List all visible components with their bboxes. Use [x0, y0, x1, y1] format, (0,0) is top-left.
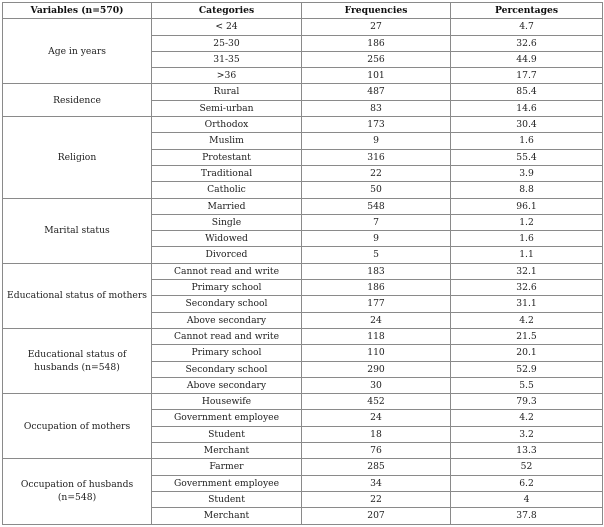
table-body	[3, 19, 603, 524]
frequency-cell: 22	[302, 491, 451, 507]
category-cell: Divorced	[152, 247, 302, 263]
variable-cell: Residence	[3, 84, 152, 117]
variable-cell: Religion	[3, 117, 152, 198]
percentage-cell: 13.3	[451, 443, 603, 459]
category-cell: Government employee	[152, 410, 302, 426]
category-cell: Catholic	[152, 182, 302, 198]
percentage-cell: 4.2	[451, 312, 603, 328]
category-cell: Above secondary	[152, 377, 302, 393]
frequency-cell: 76	[302, 443, 451, 459]
variable-cell: Occupation of mothers	[3, 394, 152, 459]
category-cell: Government employee	[152, 475, 302, 491]
frequency-cell: 18	[302, 426, 451, 442]
percentage-cell: 52.9	[451, 361, 603, 377]
variable-cell: Educational status of husbands (n=548)	[3, 328, 152, 393]
header-percentages: Percentages	[451, 3, 603, 19]
percentage-cell: 4	[451, 491, 603, 507]
frequency-cell: 83	[302, 100, 451, 116]
table-row	[3, 394, 603, 410]
percentage-cell: 96.1	[451, 198, 603, 214]
table-row	[3, 19, 603, 35]
category-cell: Single	[152, 214, 302, 230]
frequency-cell: 256	[302, 51, 451, 67]
percentage-cell: 1.6	[451, 133, 603, 149]
header-frequencies: Frequencies	[302, 3, 451, 19]
category-cell: Secondary school	[152, 361, 302, 377]
percentage-cell: 32.1	[451, 263, 603, 279]
frequency-cell: 183	[302, 263, 451, 279]
category-cell: Rural	[152, 84, 302, 100]
variable-cell: Marital status	[3, 198, 152, 263]
category-cell: 31-35	[152, 51, 302, 67]
category-cell: Merchant	[152, 508, 302, 524]
percentage-cell: 79.3	[451, 394, 603, 410]
table-row	[3, 198, 603, 214]
frequency-cell: 290	[302, 361, 451, 377]
percentage-cell: 55.4	[451, 149, 603, 165]
variable-cell: Occupation of husbands (n=548)	[3, 459, 152, 524]
category-cell: Married	[152, 198, 302, 214]
category-cell: Above secondary	[152, 312, 302, 328]
percentage-cell: 85.4	[451, 84, 603, 100]
table-row	[3, 84, 603, 100]
percentage-cell: 4.2	[451, 410, 603, 426]
frequency-cell: 452	[302, 394, 451, 410]
table-row	[3, 117, 603, 133]
percentage-cell: 1.1	[451, 247, 603, 263]
percentage-cell: 44.9	[451, 51, 603, 67]
percentage-cell: 1.2	[451, 214, 603, 230]
frequency-cell: 316	[302, 149, 451, 165]
sociodemographic-table	[2, 2, 603, 525]
frequency-cell: 9	[302, 231, 451, 247]
frequency-cell: 285	[302, 459, 451, 475]
header-variables: Variables (n=570)	[3, 3, 152, 19]
frequency-cell: 24	[302, 312, 451, 328]
percentage-cell: 3.9	[451, 165, 603, 181]
percentage-cell: 3.2	[451, 426, 603, 442]
header-categories: Categories	[152, 3, 302, 19]
category-cell: Student	[152, 426, 302, 442]
category-cell: Primary school	[152, 345, 302, 361]
frequency-cell: 34	[302, 475, 451, 491]
frequency-cell: 50	[302, 182, 451, 198]
percentage-cell: 6.2	[451, 475, 603, 491]
frequency-cell: 101	[302, 68, 451, 84]
frequency-cell: 186	[302, 280, 451, 296]
category-cell: >36	[152, 68, 302, 84]
category-cell: Orthodox	[152, 117, 302, 133]
percentage-cell: 20.1	[451, 345, 603, 361]
variable-cell: Educational status of mothers	[3, 263, 152, 328]
frequency-cell: 27	[302, 19, 451, 35]
frequency-cell: 9	[302, 133, 451, 149]
percentage-cell: 5.5	[451, 377, 603, 393]
frequency-cell: 186	[302, 35, 451, 51]
frequency-cell: 177	[302, 296, 451, 312]
frequency-cell: 5	[302, 247, 451, 263]
category-cell: Student	[152, 491, 302, 507]
frequency-cell: 207	[302, 508, 451, 524]
frequency-cell: 22	[302, 165, 451, 181]
category-cell: Cannot read and write	[152, 263, 302, 279]
frequency-cell: 7	[302, 214, 451, 230]
category-cell: Primary school	[152, 280, 302, 296]
frequency-cell: 173	[302, 117, 451, 133]
category-cell: Protestant	[152, 149, 302, 165]
percentage-cell: 30.4	[451, 117, 603, 133]
category-cell: Traditional	[152, 165, 302, 181]
frequency-cell: 487	[302, 84, 451, 100]
percentage-cell: 37.8	[451, 508, 603, 524]
category-cell: Housewife	[152, 394, 302, 410]
header-row	[3, 3, 603, 19]
category-cell: Secondary school	[152, 296, 302, 312]
table-row	[3, 263, 603, 279]
table-header	[3, 3, 603, 19]
category-cell: Farmer	[152, 459, 302, 475]
variable-cell: Age in years	[3, 19, 152, 84]
frequency-cell: 30	[302, 377, 451, 393]
frequency-cell: 24	[302, 410, 451, 426]
percentage-cell: 1.6	[451, 231, 603, 247]
table-row	[3, 459, 603, 475]
category-cell: 25-30	[152, 35, 302, 51]
percentage-cell: 52	[451, 459, 603, 475]
percentage-cell: 32.6	[451, 35, 603, 51]
category-cell: Semi-urban	[152, 100, 302, 116]
frequency-cell: 110	[302, 345, 451, 361]
category-cell: Muslim	[152, 133, 302, 149]
frequency-cell: 548	[302, 198, 451, 214]
percentage-cell: 31.1	[451, 296, 603, 312]
frequency-cell: 118	[302, 328, 451, 344]
percentage-cell: 4.7	[451, 19, 603, 35]
category-cell: Cannot read and write	[152, 328, 302, 344]
category-cell: < 24	[152, 19, 302, 35]
category-cell: Merchant	[152, 443, 302, 459]
percentage-cell: 21.5	[451, 328, 603, 344]
percentage-cell: 32.6	[451, 280, 603, 296]
percentage-cell: 17.7	[451, 68, 603, 84]
table-row	[3, 328, 603, 344]
category-cell: Widowed	[152, 231, 302, 247]
percentage-cell: 14.6	[451, 100, 603, 116]
percentage-cell: 8.8	[451, 182, 603, 198]
